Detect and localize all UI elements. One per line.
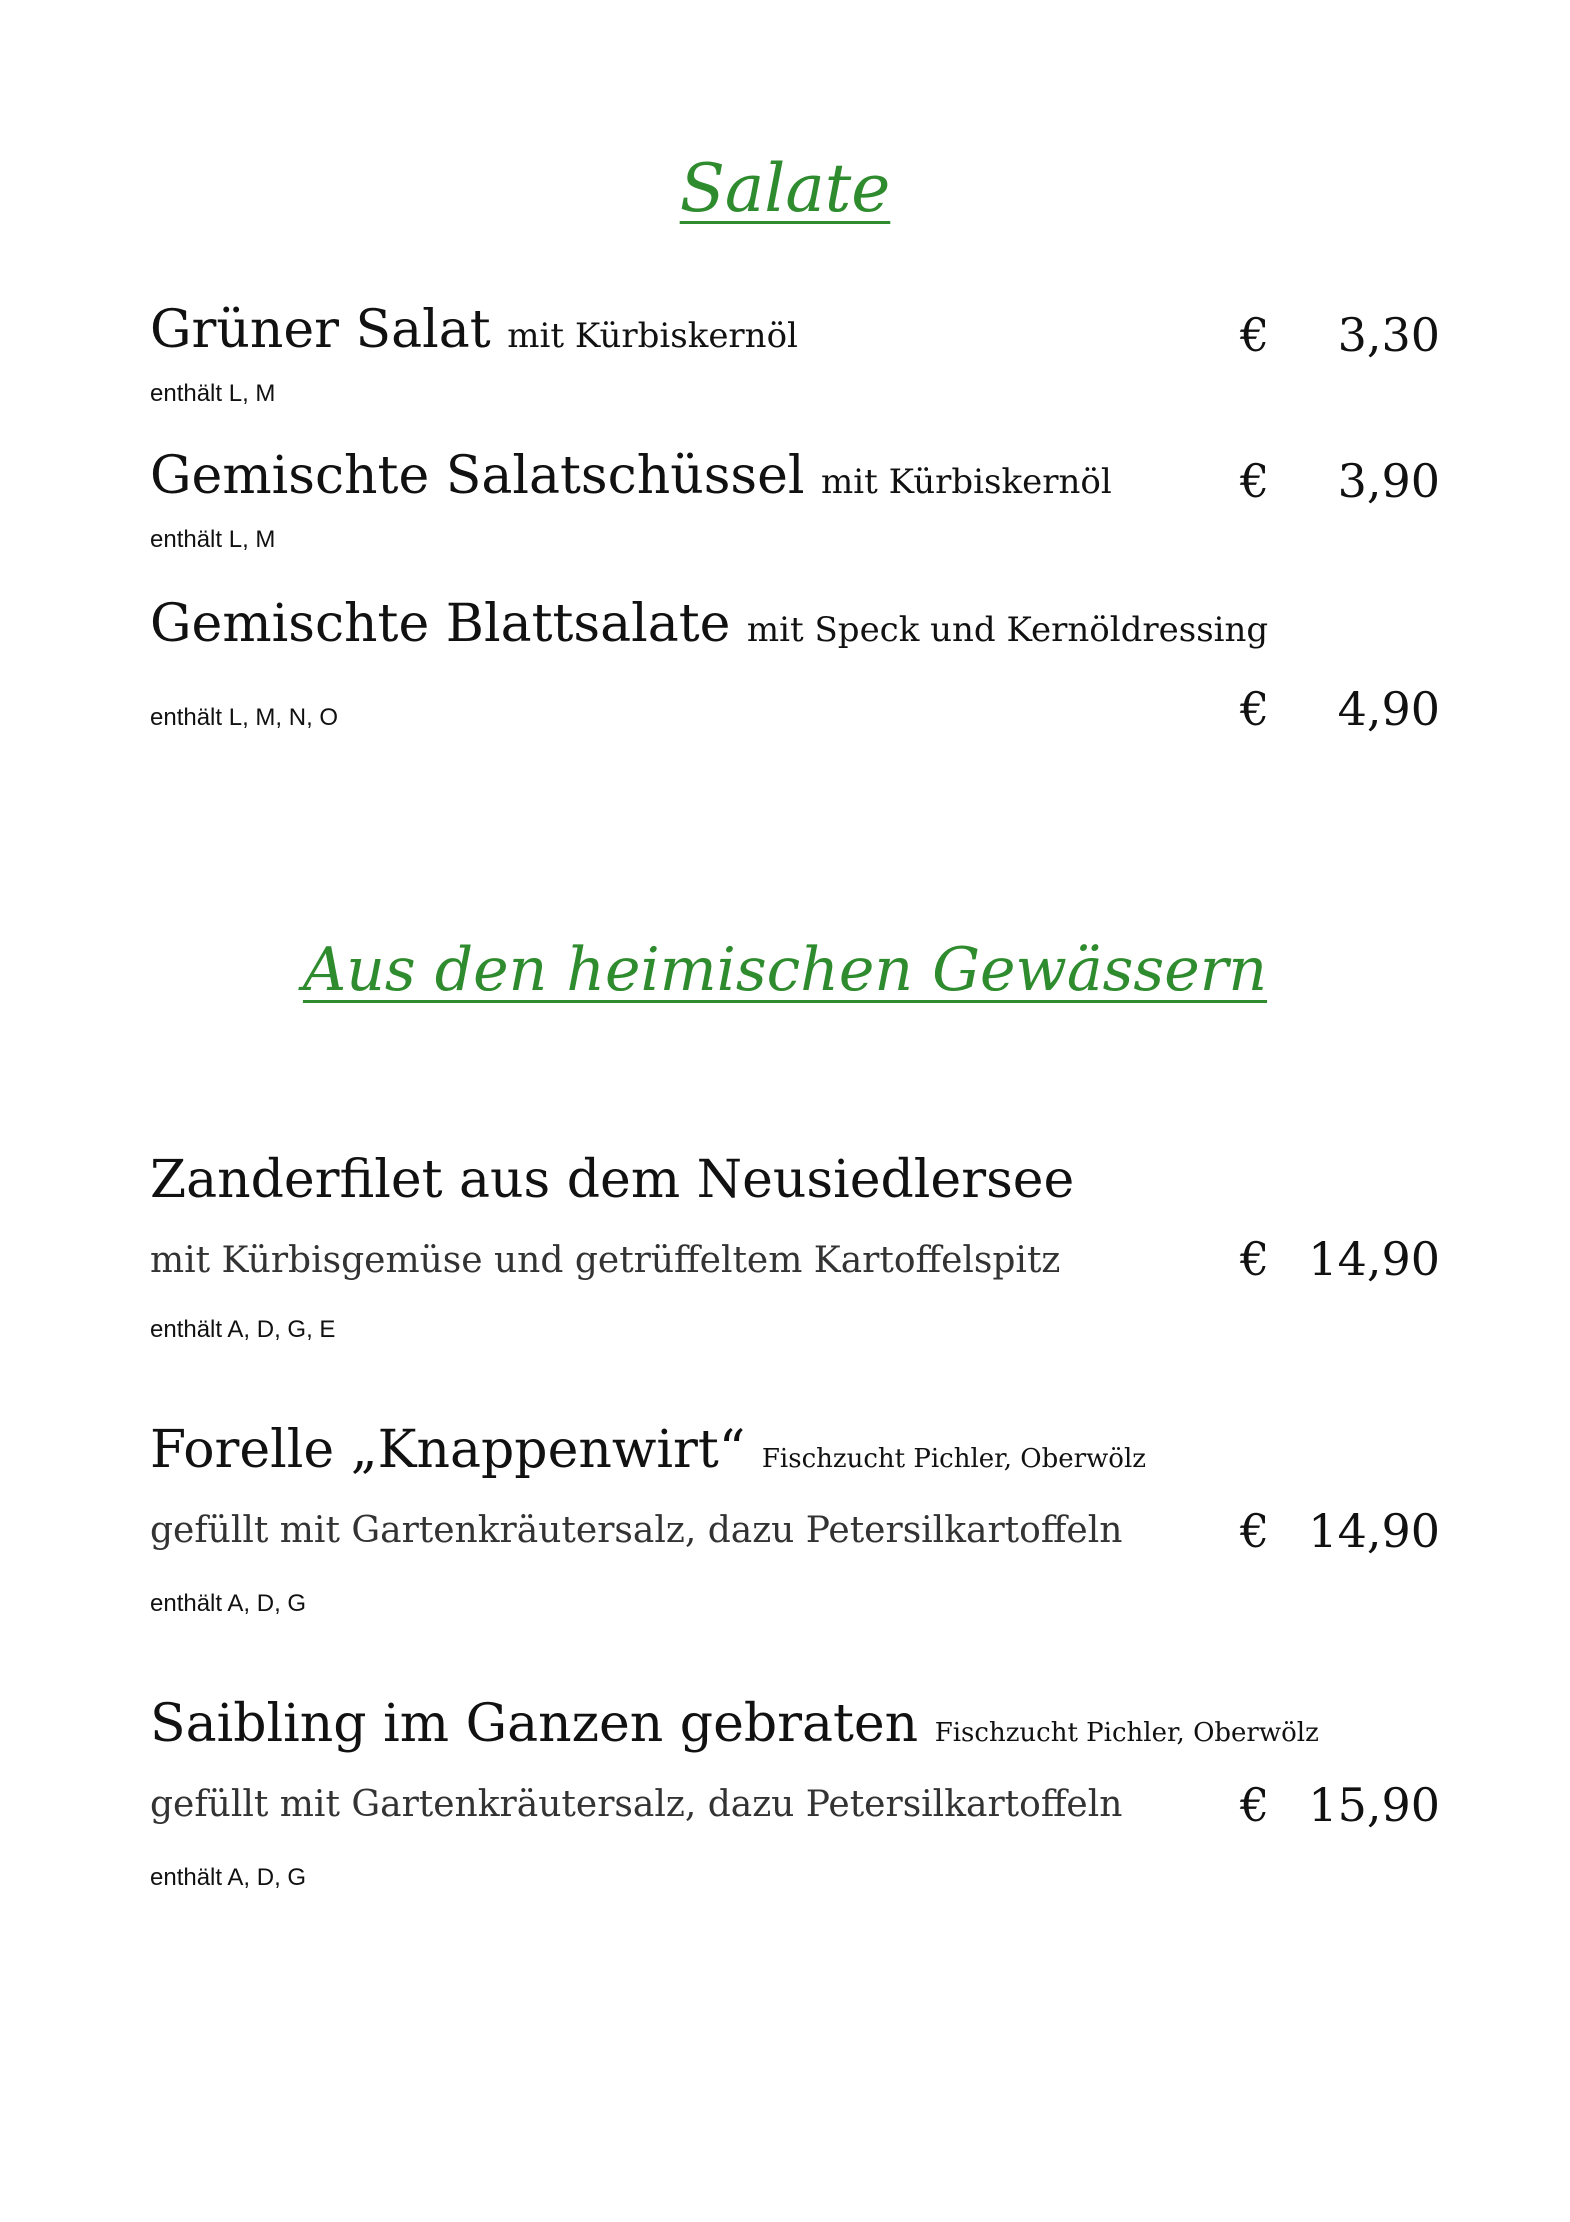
dish-title: Forelle „Knappenwirt“ xyxy=(150,1420,746,1480)
currency-symbol: € xyxy=(1240,1232,1270,1286)
currency-symbol: € xyxy=(1240,454,1270,508)
price-value: 4,90 xyxy=(1337,682,1440,736)
dish-description: gefüllt mit Gartenkräutersalz, dazu Petersilkartoffeln xyxy=(150,1510,1123,1551)
dish-description: mit Kürbisgemüse und getrüffeltem Kartoffelspitz xyxy=(150,1240,1061,1281)
dish-description: gefüllt mit Gartenkräutersalz, dazu Petersilkartoffeln xyxy=(150,1784,1123,1825)
price-value: 3,90 xyxy=(1337,454,1440,508)
price-gemischte-blattsalate xyxy=(1240,682,1440,736)
price-value: 15,90 xyxy=(1308,1778,1440,1832)
allergen-info: enthält L, M xyxy=(150,380,276,407)
dish-addon: mit Speck und Kernöldressing xyxy=(746,610,1269,650)
allergen-info: enthält L, M, N, O xyxy=(150,704,339,731)
dish-title: Gemischte Blattsalate xyxy=(150,594,731,654)
currency-symbol: € xyxy=(1240,308,1270,362)
price-value: 14,90 xyxy=(1308,1232,1440,1286)
section-heading-fish: Aus den heimischen Gewässern xyxy=(302,935,1268,1005)
price-forelle xyxy=(1240,1504,1440,1558)
dish-name-gemischte-salatschuessel xyxy=(150,446,1112,506)
price-gruener-salat xyxy=(1240,308,1440,362)
currency-symbol: € xyxy=(1240,682,1270,736)
dish-name-saibling xyxy=(150,1694,1319,1754)
price-gemischte-salatschuessel xyxy=(1240,454,1440,508)
price-saibling xyxy=(1240,1778,1440,1832)
dish-supplier: Fischzucht Pichler, Oberwölz xyxy=(761,1444,1146,1474)
allergen-info: enthält A, D, G xyxy=(150,1864,307,1891)
section-heading-salate: Salate xyxy=(679,150,891,227)
dish-title: Saibling im Ganzen gebraten xyxy=(150,1694,919,1754)
dish-supplier: Fischzucht Pichler, Oberwölz xyxy=(934,1718,1319,1748)
dish-name-zanderfilet xyxy=(150,1150,1074,1210)
dish-title: Grüner Salat xyxy=(150,300,491,360)
allergen-info: enthält L, M xyxy=(150,526,276,553)
dish-name-gemischte-blattsalate xyxy=(150,594,1268,654)
allergen-info: enthält A, D, G xyxy=(150,1590,307,1617)
price-zanderfilet xyxy=(1240,1232,1440,1286)
currency-symbol: € xyxy=(1240,1504,1270,1558)
price-value: 14,90 xyxy=(1308,1504,1440,1558)
price-value: 3,30 xyxy=(1337,308,1440,362)
dish-addon: mit Kürbiskernöl xyxy=(821,462,1112,502)
currency-symbol: € xyxy=(1240,1778,1270,1832)
allergen-info: enthält A, D, G, E xyxy=(150,1316,336,1343)
dish-addon: mit Kürbiskernöl xyxy=(507,316,798,356)
dish-name-forelle xyxy=(150,1420,1146,1480)
dish-name-gruener-salat xyxy=(150,300,798,360)
dish-title: Zanderfilet aus dem Neusiedlersee xyxy=(150,1150,1075,1210)
dish-title: Gemischte Salatschüssel xyxy=(150,446,805,506)
